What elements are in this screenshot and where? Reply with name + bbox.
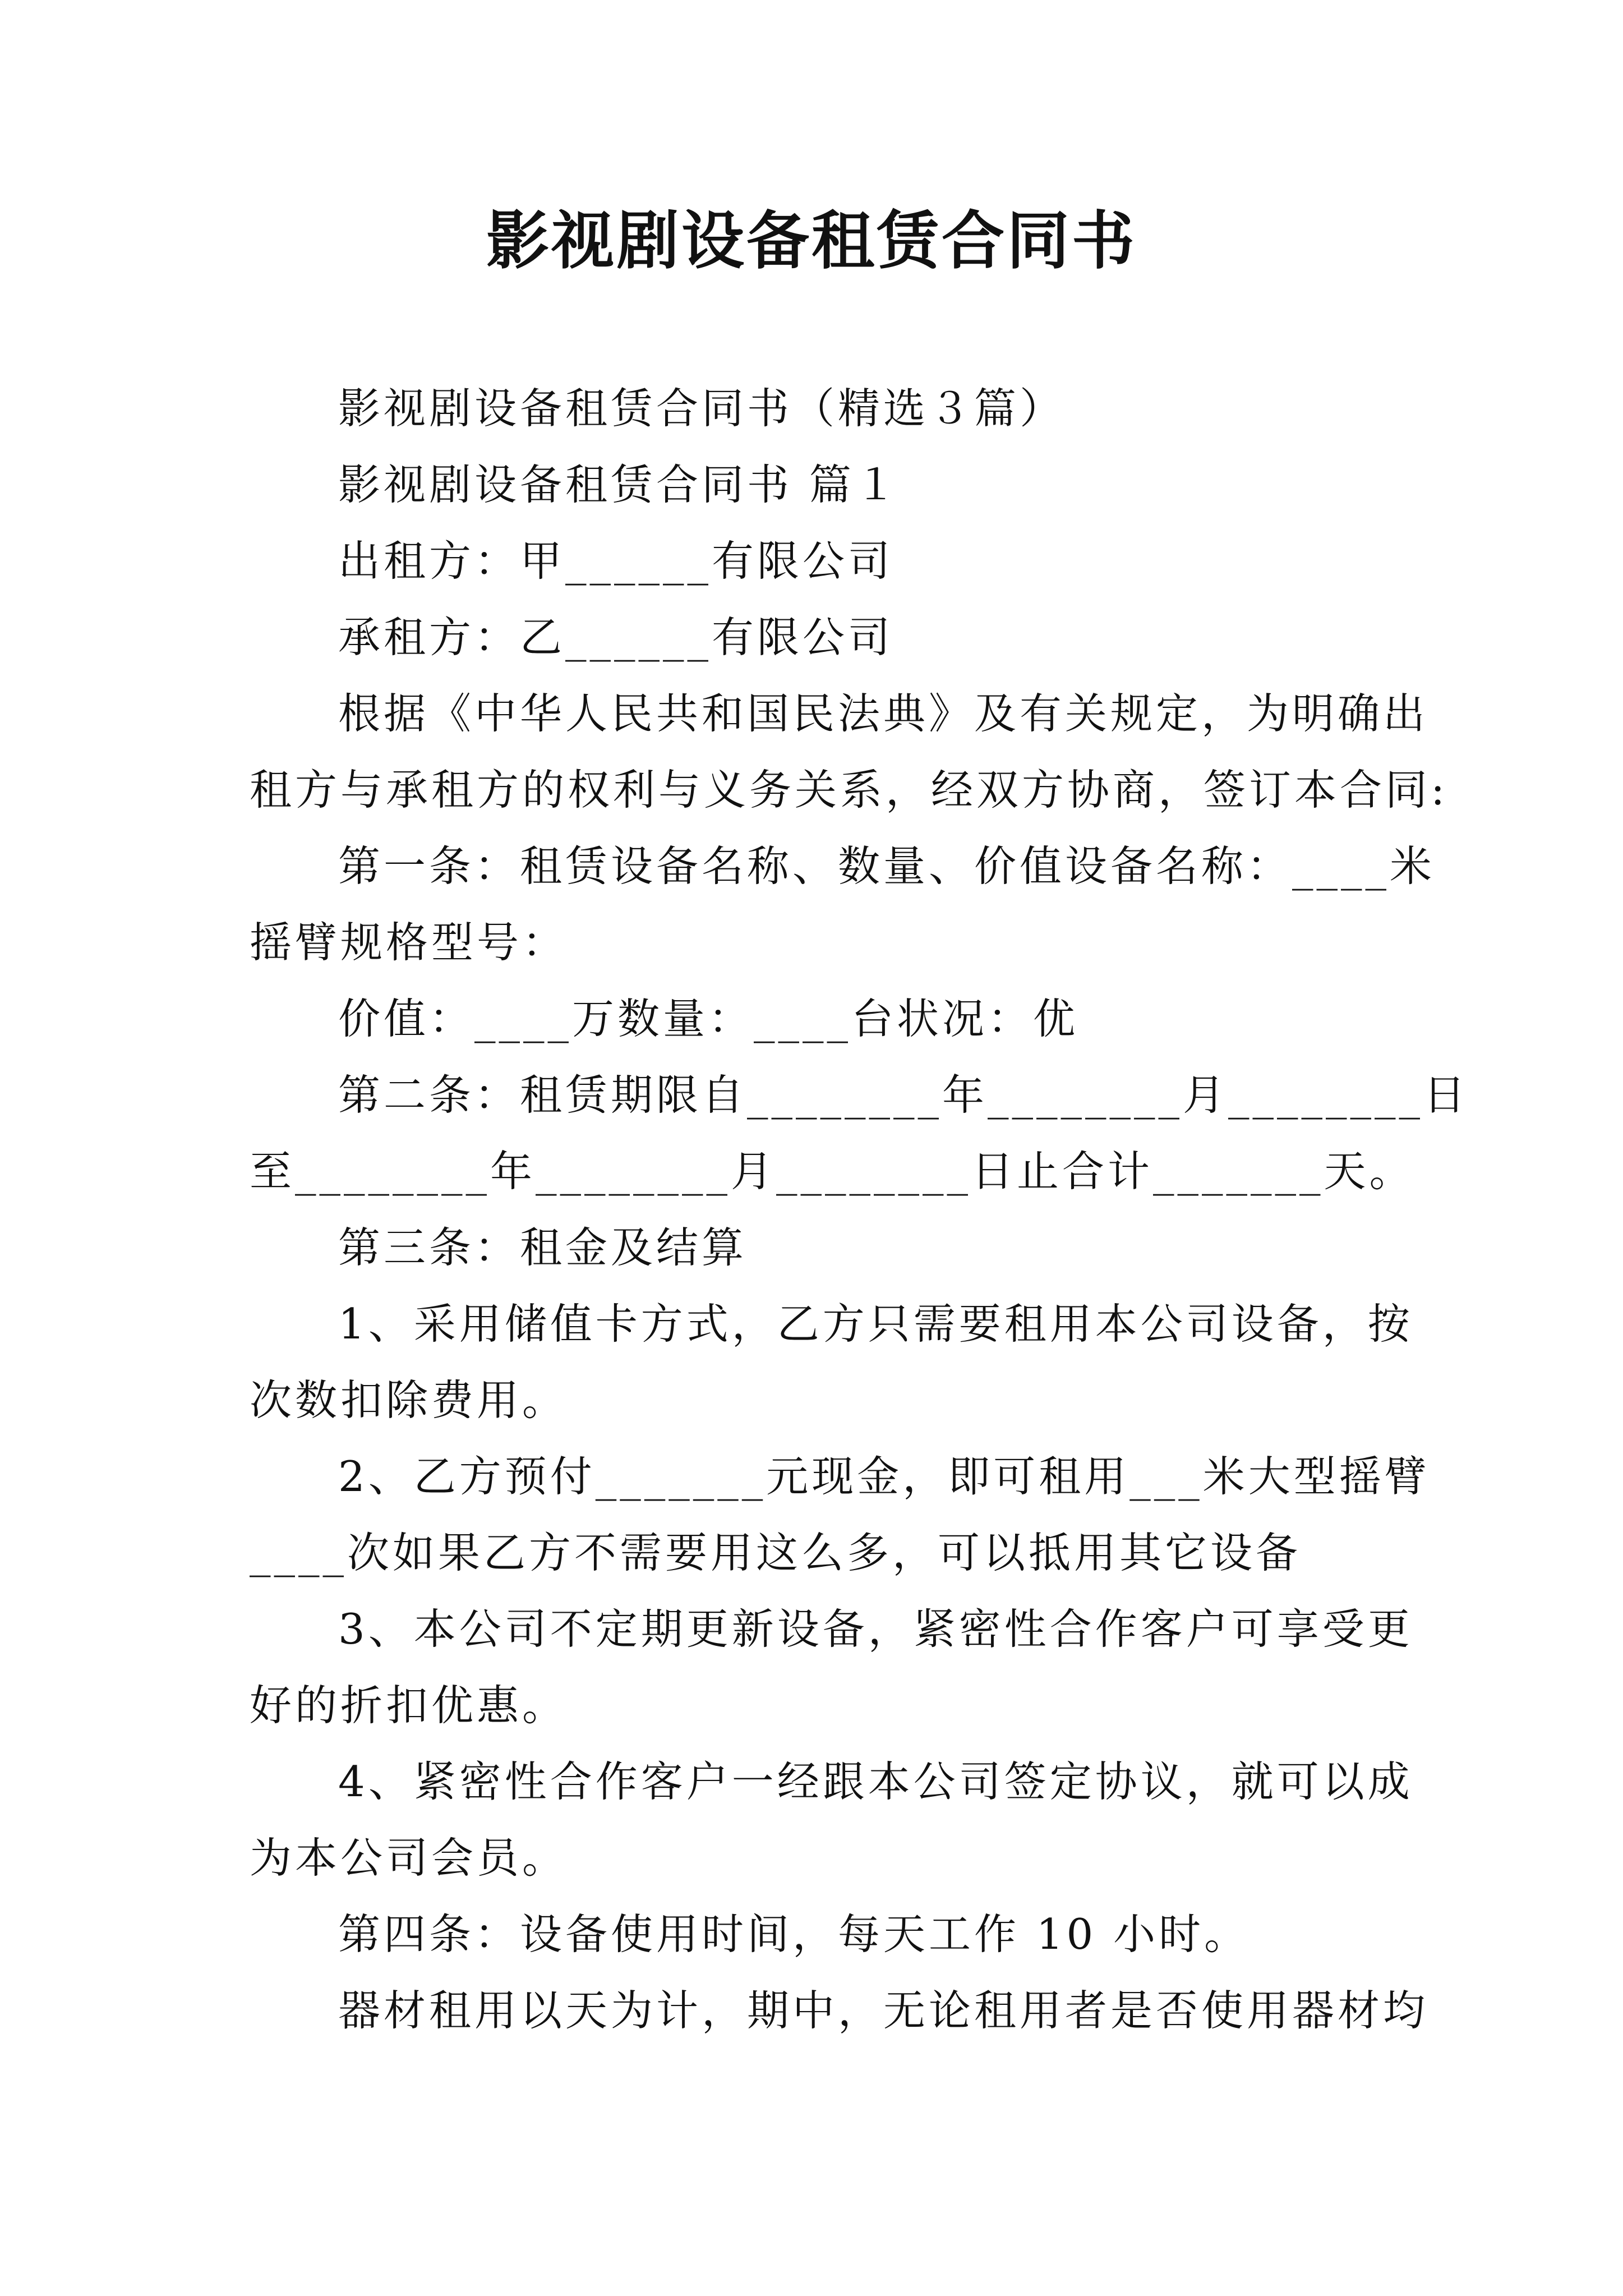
text-line: 为本公司会员。 [250, 1833, 568, 1883]
text-line: 至________年________月________日止合计_______天。 [250, 1147, 1415, 1196]
text-line: 根据《中华人民共和国民法典》及有关规定，为明确出 [338, 689, 1429, 738]
text-line: 第四条：设备使用时间，每天工作 10 小时。 [338, 1910, 1250, 1959]
text-line: 租方与承租方的权利与义务关系，经双方协商，签订本合同: [250, 765, 1449, 815]
text-line: 第三条：租金及结算 [338, 1223, 748, 1272]
text-line: 第一条：租赁设备名称、数量、价值设备名称：____米 [338, 841, 1436, 891]
document-title: 影视剧设备租赁合同书 [486, 204, 1137, 278]
text-line: 1、采用储值卡方式，乙方只需要租用本公司设备，按 [338, 1299, 1413, 1349]
text-line: 好的折扣优惠。 [250, 1681, 568, 1730]
text-line: 器材租用以天为计，期中，无论租用者是否使用器材均 [338, 1986, 1429, 2035]
text-line: 3、本公司不定期更新设备，紧密性合作客户可享受更 [338, 1604, 1413, 1654]
text-line: ____次如果乙方不需要用这么多，可以抵用其它设备 [250, 1528, 1302, 1577]
document-body [250, 370, 1469, 2049]
text-line: 影视剧设备租赁合同书（精选３篇） [338, 384, 1066, 433]
text-line: 2、乙方预付_______元现金，即可租用___米大型摇臂 [338, 1452, 1430, 1501]
text-line: 摇臂规格型号： [250, 918, 568, 967]
text-line: 次数扣除费用。 [250, 1375, 568, 1425]
text-line: 出租方：甲______有限公司 [338, 536, 894, 586]
text-line: 价值：____万数量：____台状况：优 [338, 994, 1079, 1043]
text-line: 承租方：乙______有限公司 [338, 613, 894, 662]
text-line: 4、紧密性合作客户一经跟本公司签定协议，就可以成 [338, 1757, 1413, 1806]
text-line: 影视剧设备租赁合同书 篇１ [338, 460, 900, 509]
text-line: 第二条：租赁期限自________年________月________日 [338, 1070, 1469, 1120]
